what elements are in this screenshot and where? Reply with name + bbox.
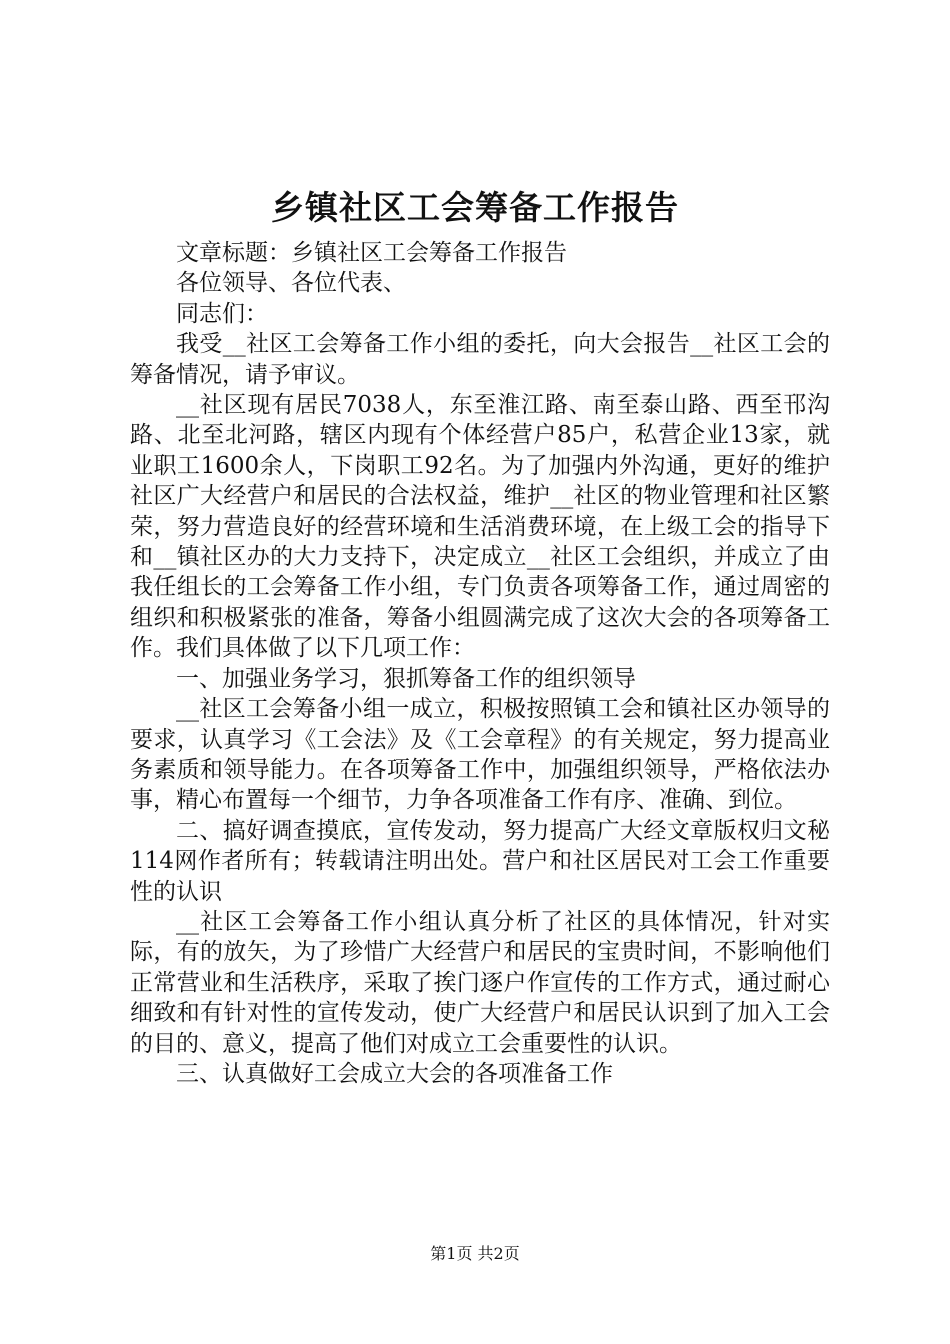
salutation-leaders: 各位领导、各位代表、 xyxy=(176,270,406,297)
body-paragraph: __社区工会筹备工作小组认真分析了社区的具体情况，针对实际，有的放矢，为了珍惜广大经营户和居民的宝贵时间，不影响他们正常营业和生活秩序，采取了挨门逐户作宣传的工作方式，通过耐心细致和有针对性的宣传发动，使广大经营户和居民认识到了加入工会的目的、意义，提高了他们对成立工会重要性的认识。 xyxy=(130,908,830,1057)
section-heading: 三、认真做好工会成立大会的各项准备工作 xyxy=(176,1060,613,1087)
salutation-comrades: 同志们： xyxy=(176,300,268,327)
page-indicator: 第1页 共2页 xyxy=(430,1244,520,1263)
document-title: 乡镇社区工会筹备工作报告 xyxy=(271,188,679,227)
document-body xyxy=(130,238,830,1089)
section-heading: 一、加强业务学习，狠抓筹备工作的组织领导 xyxy=(176,665,636,692)
article-title-line: 文章标题：乡镇社区工会筹备工作报告 xyxy=(176,240,567,266)
body-paragraph: __社区现有居民7038人，东至淮江路、南至泰山路、西至邗沟路、北至北河路，辖区内现有个体经营户85户，私营企业13家，就业职工1600余人，下岗职工92名。为了加强内外沟通，更好的维护社区广大经营户和居民的合法权益，维护__社区的物业管理和社区繁荣，努力营造良好的经营环境和生活消费环境，在上级工会的指导下和__镇社区办的大力支持下，决定成立__社区工会组织，并成立了由我任组长的工会筹备工作小组，专门负责各项筹备工作，通过周密的组织和积极紧张的准备，筹备小组圆满完成了这次大会的各项筹备工作。我们具体做了以下几项工作： xyxy=(130,392,830,662)
section-heading: 二、搞好调查摸底，宣传发动，努力提高广大经文章版权归文秘114网作者所有；转载请注明出处。营户和社区居民对工会工作重要性的认识 xyxy=(130,817,830,905)
body-paragraph: 我受__社区工会筹备工作小组的委托，向大会报告__社区工会的筹备情况，请予审议。 xyxy=(130,331,830,388)
body-paragraph: __社区工会筹备小组一成立，积极按照镇工会和镇社区办领导的要求，认真学习《工会法》及《工会章程》的有关规定，努力提高业务素质和领导能力。在各项筹备工作中，加强组织领导，严格依法办事，精心布置每一个细节，力争各项准备工作有序、准确、到位。 xyxy=(130,696,830,814)
